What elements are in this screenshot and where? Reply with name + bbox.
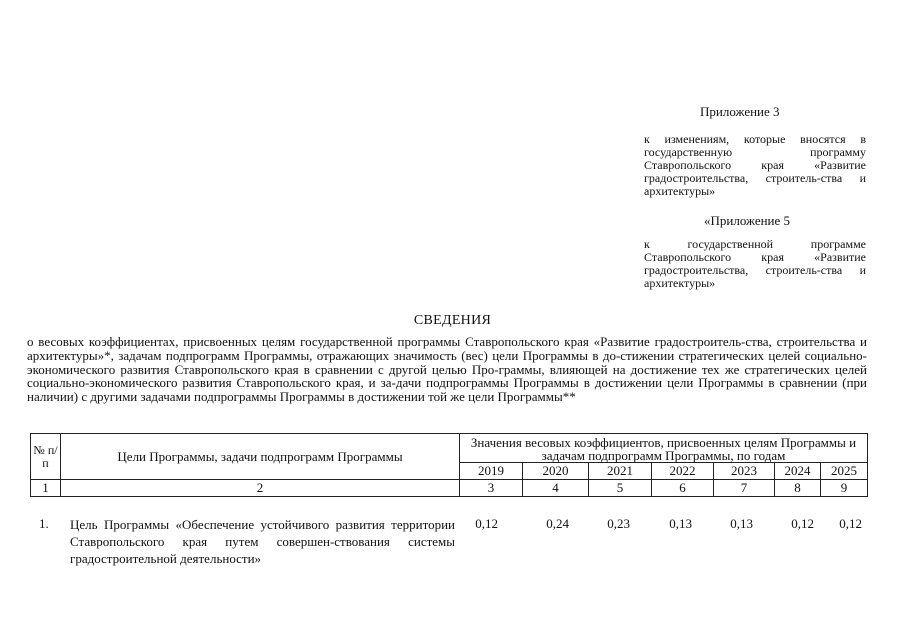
- year-cell: 2021: [589, 463, 652, 480]
- appendix-3-title: Приложение 3: [700, 104, 780, 119]
- row-number: 1.: [39, 516, 49, 531]
- weights-table: [30, 433, 868, 497]
- header-goals: Цели Программы, задачи подпрограмм Программы: [61, 434, 460, 480]
- year-cell: 2024: [775, 463, 821, 480]
- table-header-row: [31, 434, 868, 463]
- year-cell: 2022: [652, 463, 714, 480]
- row-goal-text: Цель Программы «Обеспечение устойчивого развития территории Ставропольского края путем совершен-ствования системы градостроительной деятельности»: [70, 517, 455, 566]
- row-value-2020: 0,24: [546, 516, 569, 531]
- column-number: 1: [31, 480, 61, 497]
- document-intro: о весовых коэффициентах, присвоенных целям государственной программы Ставропольского края «Развитие градостроитель-ства, строительства и архитектуры»*, задачам подпрограмм Программы, отражающих значимость (вес) цели Программы в до-стижении стратегических целей социально-экономического развития Ставропольского края в сравнении с другой целью Про-граммы, влияющей на достижение тех же стратегических целей социально-экономического развития Ставропольского края, и за-дачи подпрограммы Программы в достижении цели Программы в сравнении (при наличии) с другими задачами подпрограммы Программы в достижении той же цели Программы**: [27, 334, 867, 405]
- column-number: 2: [61, 480, 460, 497]
- year-cell: 2020: [523, 463, 589, 480]
- column-number: 8: [775, 480, 821, 497]
- header-number: № п/п: [31, 434, 61, 480]
- appendix-5-text: к государственной программе Ставропольского края «Развитие градостроительства, строитель-ства и архитектуры»: [644, 237, 866, 290]
- column-number: 7: [714, 480, 775, 497]
- column-number: 5: [589, 480, 652, 497]
- year-cell: 2025: [821, 463, 868, 480]
- row-value-2022: 0,13: [669, 516, 692, 531]
- row-value-2025: 0,12: [839, 516, 862, 531]
- row-value-2019: 0,12: [475, 516, 498, 531]
- appendix-5-title: «Приложение 5: [704, 213, 791, 228]
- appendix-3-text: к изменениям, которые вносятся в государственную программу Ставропольского края «Развитие градостроительства, строитель-ства и архитектуры»: [644, 132, 866, 198]
- column-number: 6: [652, 480, 714, 497]
- column-number: 9: [821, 480, 868, 497]
- header-values: Значения весовых коэффициентов, присвоенных целям Программы и задачам подпрограмм Программы, по годам: [460, 434, 868, 463]
- column-number: 4: [523, 480, 589, 497]
- row-value-2021: 0,23: [607, 516, 630, 531]
- table-row: [30, 513, 867, 573]
- row-value-2024: 0,12: [791, 516, 814, 531]
- column-number: 3: [460, 480, 523, 497]
- year-cell: 2023: [714, 463, 775, 480]
- document-title: СВЕДЕНИЯ: [413, 313, 492, 328]
- column-numbers-row: [31, 480, 868, 497]
- year-cell: 2019: [460, 463, 523, 480]
- row-value-2023: 0,13: [730, 516, 753, 531]
